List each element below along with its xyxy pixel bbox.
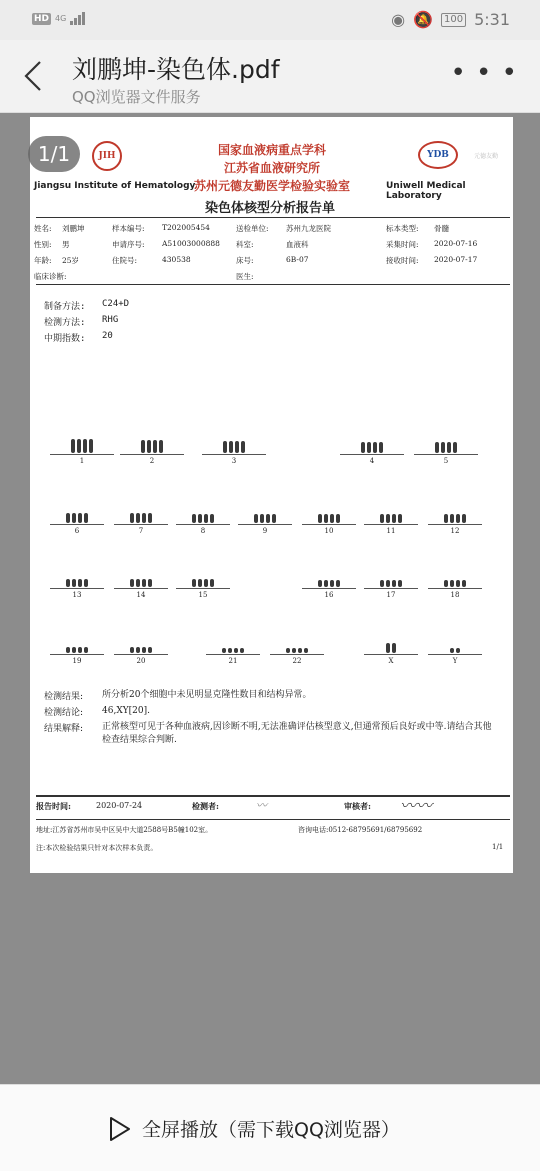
chromosome-label: 21 [228,657,238,665]
bed-value: 6B-07 [286,255,309,264]
note: 注:本次检验结果只针对本次样本负责。 [36,844,158,852]
report-time-value: 2020-07-24 [96,801,143,810]
chromosome-label: 6 [74,527,80,535]
chromosome-baseline [364,654,418,655]
explain-value: 正常核型可见于各种血液病,因诊断不明,无法准确评估核型意义,但通常预后良好或中等.请结合其他检查结果综合判断. [102,722,492,745]
chromosome-baseline [270,654,324,655]
chromosome-baseline [428,654,482,655]
chromosome-image [176,573,230,587]
chromosome-baseline [50,454,114,455]
divider [36,284,510,285]
chromosome-pair [302,573,356,599]
chromosome-baseline [302,524,356,525]
chromosome-image [414,439,478,453]
chromosome-baseline [206,654,260,655]
result-value: 所分析20个细胞中未见明显克隆性数目和结构异常。 [102,690,312,700]
chromosome-label: 12 [450,527,460,535]
apply-no-key: 申请序号: [112,240,145,249]
chromosome-image [202,439,266,453]
chromosome-image [302,573,356,587]
inpatient-key: 住院号: [112,256,138,265]
chromosome-label: 2 [149,457,155,465]
divider [36,795,510,797]
chromosome-baseline [364,588,418,589]
chromosome-baseline [364,524,418,525]
chromosome-label: 20 [136,657,146,665]
chromosome-label: 14 [136,591,146,599]
chromosome-baseline [114,524,168,525]
dept-key: 科室: [236,240,254,249]
back-icon[interactable] [22,58,52,94]
jih-logo-text: Jiangsu Institute of Hematology [34,181,196,191]
ydb-logo-sub: 元德友勤 [474,153,499,160]
ydb-logo-text: Uniwell Medical Laboratory [386,181,466,201]
chromosome-image [114,509,168,523]
chromosome-image [270,639,324,653]
chromosome-label: 18 [450,591,460,599]
fullscreen-label: 全屏播放（需下载QQ浏览器） [142,1119,400,1141]
chromosome-baseline [302,588,356,589]
report-title: 染色体核型分析报告单 [204,201,335,216]
chromosome-baseline [238,524,292,525]
method-key: 检测方法: [44,318,86,328]
report-document [30,117,513,873]
method-key: 中期指数: [44,334,86,344]
chromosome-image [114,573,168,587]
chromosome-pair [206,639,260,665]
method-row [44,299,130,312]
chromosome-image [340,439,404,453]
apply-no-value: A51003000888 [162,239,220,248]
chromosome-baseline [176,524,230,525]
age-key: 年龄: [34,256,52,265]
chromosome-pair [176,573,230,599]
chromosome-baseline [428,588,482,589]
conclusion-value: 46,XY[20]. [102,706,150,716]
chromosome-pair [114,573,168,599]
chromosome-pair [414,439,478,465]
chromosome-image [206,639,260,653]
chromosome-pair [270,639,324,665]
chromosome-pair [428,509,482,535]
chromosome-image [176,509,230,523]
chromosome-label: Y [452,657,458,665]
chromosome-image [428,639,482,653]
chromosome-pair [50,439,114,465]
tester-signature: 〰 [256,799,267,812]
chromosome-label: 19 [72,657,82,665]
dept-value: 血液科 [286,240,309,249]
chromosome-pair [50,509,104,535]
sample-no-value: T202005454 [162,223,210,232]
chromosome-image [114,639,168,653]
chromosome-image [120,439,184,453]
chromosome-pair [428,639,482,665]
chromosome-label: 10 [324,527,334,535]
chromosome-label: X [388,657,394,665]
unit-value: 苏州九龙医院 [286,224,331,233]
divider [36,819,510,820]
file-title: 刘鹏坤-染色体.pdf [72,55,280,84]
hd-icon: HD [34,13,50,24]
inpatient-value: 430538 [162,255,191,264]
chromosome-label: 1 [79,457,85,465]
chromosome-label: 15 [198,591,208,599]
reviewer-signature: 〰〰 [400,796,433,815]
method-row [44,331,113,344]
chromosome-image [428,573,482,587]
chromosome-pair [302,509,356,535]
chromosome-label: 11 [386,527,396,535]
file-subtitle: QQ浏览器文件服务 [72,88,201,106]
pdf-viewer[interactable] [0,113,540,1083]
mute-icon: 🔕 [413,10,433,29]
pdf-page [30,117,513,873]
chromosome-pair [340,439,404,465]
chromosome-image [364,509,418,523]
sample-type-key: 标本类型: [386,224,419,233]
signal-icon [70,12,85,25]
diagnosis-key: 临床诊断: [34,272,67,281]
chromosome-label: 22 [292,657,302,665]
tester-key: 检测者: [192,801,219,811]
chromosome-label: 17 [386,591,396,599]
chromosome-pair [364,573,418,599]
explain-key: 结果解释: [44,724,84,734]
page-number: 1/1 [492,843,504,851]
org-line-1: 国家血液病重点学科 [217,143,326,157]
chromosome-image [50,639,104,653]
name-value: 刘鹏坤 [62,224,85,233]
collect-value: 2020-07-16 [434,239,478,248]
chromosome-label: 3 [231,457,237,465]
chromosome-image [302,509,356,523]
address: 地址:江苏省苏州市吴中区吴中大道2588号B5幢102室。 [36,826,213,834]
org-line-2: 江苏省血液研究所 [223,161,320,175]
title-bar [0,40,540,113]
chromosome-pair [114,639,168,665]
receive-key: 接收时间: [386,256,419,265]
chromosome-baseline [120,454,184,455]
result-key: 检测结果: [44,692,84,702]
reviewer-key: 审核者: [344,801,371,811]
eye-icon: ◉ [391,10,406,29]
chromosome-label: 7 [138,527,144,535]
chromosome-pair [114,509,168,535]
method-key: 制备方法: [44,302,86,312]
chromosome-pair [50,639,104,665]
chromosome-label: 8 [200,527,206,535]
gender-value: 男 [62,240,70,249]
chromosome-baseline [340,454,404,455]
chromosome-pair [50,573,104,599]
phone: 咨询电话:0512-68795691/68795692 [298,826,423,834]
divider [36,217,510,218]
network-type: 4G [55,13,67,23]
chromosome-label: 13 [72,591,82,599]
chromosome-label: 9 [262,527,268,535]
battery-icon: 100 [441,13,466,27]
ydb-logo: YDB [418,141,458,169]
chromosome-baseline [50,524,104,525]
chromosome-baseline [202,454,266,455]
chromosome-pair [364,639,418,665]
name-key: 姓名: [34,224,52,233]
chromosome-baseline [50,588,104,589]
chromosome-pair [202,439,266,465]
sample-type-value: 骨髓 [434,224,449,233]
unit-key: 送检单位: [236,224,269,233]
doctor-key: 医生: [236,272,254,281]
chromosome-image [50,509,104,523]
chromosome-image [364,573,418,587]
collect-key: 采集时间: [386,240,419,249]
receive-value: 2020-07-17 [434,255,478,264]
chromosome-baseline [114,654,168,655]
bed-key: 床号: [236,256,254,265]
report-time-key: 报告时间: [36,801,71,811]
chromosome-pair [238,509,292,535]
sample-no-key: 样本编号: [112,224,145,233]
method-value: RHG [102,315,119,325]
bottom-bar [0,1084,540,1171]
gender-key: 性别: [34,240,52,249]
jih-logo: JIH [92,141,122,171]
chromosome-baseline [50,654,104,655]
chromosome-baseline [428,524,482,525]
chromosome-baseline [114,588,168,589]
method-row [44,315,119,328]
chromosome-label: 16 [324,591,334,599]
chromosome-baseline [176,588,230,589]
chromosome-pair [364,509,418,535]
chromosome-pair [176,509,230,535]
age-value: 25岁 [62,256,80,265]
chromosome-image [428,509,482,523]
method-value: C24+D [102,299,130,309]
chromosome-pair [120,439,184,465]
conclusion-key: 检测结论: [44,708,84,718]
fullscreen-play-button[interactable] [108,1115,400,1142]
chromosome-image [364,639,418,653]
chromosome-image [238,509,292,523]
page-indicator: 1/1 [28,136,80,172]
chromosome-label: 4 [369,457,375,465]
chromosome-baseline [414,454,478,455]
method-value: 20 [102,331,113,341]
org-line-3: 苏州元德友勤医学检验实验室 [193,179,350,193]
play-icon [108,1116,132,1142]
chromosome-image [50,439,114,453]
chromosome-pair [428,573,482,599]
chromosome-label: 5 [443,457,449,465]
clock: 5:31 [474,10,510,29]
more-icon[interactable]: • • • [450,58,518,88]
status-bar [0,0,540,40]
chromosome-image [50,573,104,587]
